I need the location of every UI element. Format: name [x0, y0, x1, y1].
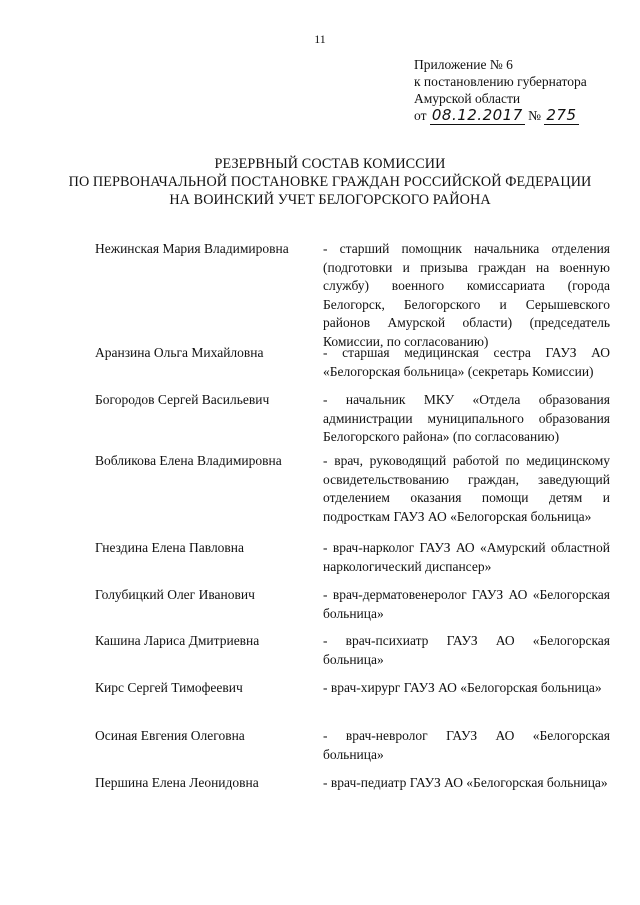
- member-role: - врач-психиатр ГАУЗ АО «Белогорская больница»: [323, 633, 610, 667]
- member-name: Гнездина Елена Павловна: [95, 540, 245, 555]
- appendix-date-line: [414, 107, 634, 124]
- member-row: [95, 344, 610, 391]
- member-row: [95, 679, 610, 727]
- member-role: - врач-педиатр ГАУЗ АО «Белогорская больница»: [323, 775, 608, 790]
- member-row: [95, 774, 610, 814]
- member-name: Першина Елена Леонидовна: [95, 775, 259, 790]
- member-name: Богородов Сергей Васильевич: [95, 392, 270, 407]
- decree-number: 275: [546, 106, 577, 124]
- member-name: Вобликова Елена Владимировна: [95, 453, 282, 468]
- member-row: [95, 240, 610, 349]
- appendix-decree-line: к постановлению губернатора: [414, 74, 587, 89]
- member-name: Кашина Лариса Дмитриевна: [95, 633, 260, 648]
- member-role: - старшая медицинская сестра ГАУЗ АО «Белогорская больница» (секретарь Комиссии): [323, 345, 610, 379]
- decree-date: 08.12.2017: [431, 106, 523, 124]
- document-heading: [60, 155, 600, 209]
- appendix-title: Приложение № 6: [414, 57, 513, 72]
- member-name: Кирс Сергей Тимофеевич: [95, 680, 243, 695]
- member-role: - врач, руководящий работой по медицинскому освидетельствованию граждан, заведующий отделением оказания помощи детям и подросткам ГАУЗ АО «Белогорская больница»: [323, 453, 610, 524]
- heading-line-2: ПО ПЕРВОНАЧАЛЬНОЙ ПОСТАНОВКЕ ГРАЖДАН РОССИЙСКОЙ ФЕДЕРАЦИИ: [68, 174, 592, 190]
- number-prefix: №: [528, 108, 542, 123]
- date-prefix: от: [414, 108, 427, 123]
- members-list: [95, 240, 610, 814]
- member-name: Аранзина Ольга Михайловна: [95, 345, 264, 360]
- appendix-block: [414, 56, 634, 124]
- member-row: [95, 391, 610, 452]
- member-row: [95, 727, 610, 774]
- member-role: - врач-хирург ГАУЗ АО «Белогорская больница»: [323, 680, 602, 695]
- member-row: [95, 539, 610, 586]
- appendix-region-line: Амурской области: [414, 91, 521, 106]
- heading-line-3: НА ВОИНСКИЙ УЧЕТ БЕЛОГОРСКОГО РАЙОНА: [169, 192, 491, 208]
- member-role: - врач-нарколог ГАУЗ АО «Амурский областной наркологический диспансер»: [323, 540, 610, 574]
- member-role: - старший помощник начальника отделения (подготовки и призыва граждан на военную службу) военного комиссариата (города Белогорск, Белогорского и Серышевского районов Амурской области) (председатель Комиссии, по согласованию): [323, 241, 610, 349]
- member-role: - врач-дерматовенеролог ГАУЗ АО «Белогорская больница»: [323, 587, 610, 621]
- heading-line-1: РЕЗЕРВНЫЙ СОСТАВ КОМИССИИ: [214, 156, 446, 172]
- member-name: Осиная Евгения Олеговна: [95, 728, 245, 743]
- member-row: [95, 632, 610, 679]
- member-row: [95, 586, 610, 632]
- page-number: 11: [314, 32, 326, 46]
- member-role: - начальник МКУ «Отдела образования администрации муниципального образования Белогорского района» (по согласованию): [323, 392, 610, 444]
- member-row: [95, 452, 610, 539]
- member-role: - врач-невролог ГАУЗ АО «Белогорская больница»: [323, 728, 610, 762]
- member-name: Голубицкий Олег Иванович: [95, 587, 255, 602]
- member-name: Нежинская Мария Владимировна: [95, 241, 289, 256]
